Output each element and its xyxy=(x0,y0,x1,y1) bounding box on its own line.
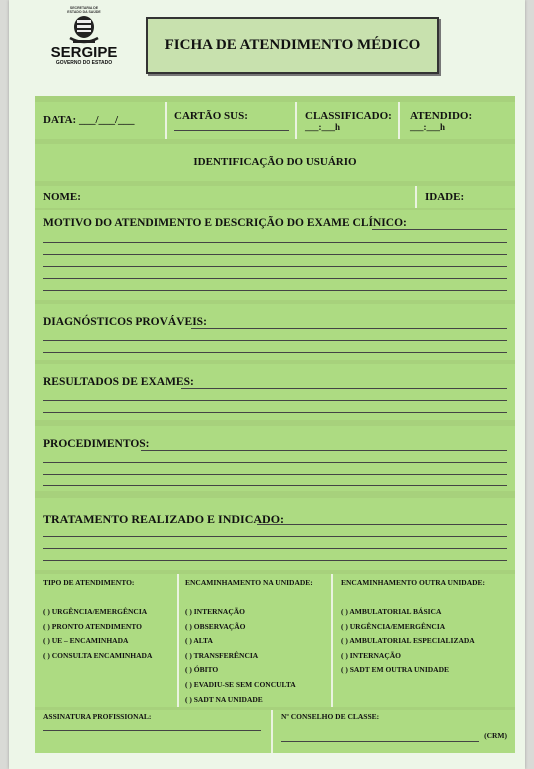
classificado-label: CLASSIFICADO: xyxy=(305,110,392,122)
option-checkbox[interactable]: ( ) AMBULATORIAL BÁSICA xyxy=(341,607,442,616)
sergipe-logo xyxy=(43,6,125,80)
form-title: FICHA DE ATENDIMENTO MÉDICO xyxy=(146,17,439,74)
option-checkbox[interactable]: ( ) ÓBITO xyxy=(185,665,219,675)
encaminhamento-unidade-title: ENCAMINHAMENTO NA UNIDADE: xyxy=(185,578,313,587)
option-checkbox[interactable]: ( ) AMBULATORIAL ESPECIALIZADA xyxy=(341,636,475,646)
classificado-field[interactable] xyxy=(297,102,400,139)
form-page xyxy=(9,0,525,769)
nome-row xyxy=(35,186,515,208)
resultados-line xyxy=(43,400,507,401)
encaminhamento-unidade-col xyxy=(179,574,333,707)
option-checkbox[interactable]: ( ) SADT NA UNIDADE xyxy=(185,694,263,704)
classificado-blank: ___:___h xyxy=(305,122,341,132)
tratamento-section[interactable] xyxy=(35,498,515,570)
assinatura-line xyxy=(43,730,261,731)
procedimentos-line xyxy=(43,485,507,486)
resultados-label: RESULTADOS DE EXAMES: xyxy=(43,376,194,388)
resultados-line xyxy=(43,412,507,413)
options-row xyxy=(35,574,515,707)
logo-sub: GOVERNO DO ESTADO xyxy=(55,60,113,66)
idade-field[interactable] xyxy=(417,186,515,208)
diagnosticos-line xyxy=(43,352,507,353)
resultados-section[interactable] xyxy=(35,364,515,420)
motivo-line xyxy=(43,266,507,267)
option-checkbox[interactable]: ( ) INTERNAÇÃO xyxy=(341,650,401,660)
conselho-line xyxy=(281,741,479,742)
option-checkbox[interactable]: ( ) CONSULTA ENCAMINHADA xyxy=(43,650,153,660)
tipo-atendimento-col xyxy=(35,574,179,707)
data-label: DATA: ___/___/___ xyxy=(43,114,135,126)
assinatura-label: ASSINATURA PROFISSIONAL: xyxy=(43,712,152,721)
cartao-sus-label: CARTÃO SUS: xyxy=(174,110,248,122)
option-checkbox[interactable]: ( ) ALTA xyxy=(185,636,213,646)
conselho-label: Nº CONSELHO DE CLASSE: xyxy=(281,712,380,721)
motivo-line xyxy=(372,229,507,230)
atendido-field[interactable] xyxy=(400,102,515,139)
cartao-sus-line xyxy=(174,130,289,131)
cartao-sus-field[interactable] xyxy=(167,102,297,139)
option-checkbox[interactable]: ( ) OBSERVAÇÃO xyxy=(185,621,246,631)
tratamento-line xyxy=(43,548,507,549)
atendido-blank: ___:___h xyxy=(410,122,446,132)
logo-top-text-1: SECRETARIA DE xyxy=(69,6,99,10)
motivo-label: MOTIVO DO ATENDIMENTO E DESCRIÇÃO DO EXAME CLÍNICO: xyxy=(43,217,407,229)
nome-field[interactable] xyxy=(35,186,417,208)
option-checkbox[interactable]: ( ) TRANSFERÊNCIA xyxy=(185,650,259,660)
data-field[interactable] xyxy=(35,102,167,139)
tratamento-label: TRATAMENTO REALIZADO E INDICADO: xyxy=(43,512,285,526)
option-checkbox[interactable]: ( ) EVADIU-SE SEM CONCULTA xyxy=(185,679,296,689)
procedimentos-line xyxy=(141,450,507,451)
nome-label: NOME: xyxy=(43,191,81,203)
resultados-line xyxy=(181,388,507,389)
diagnosticos-label: DIAGNÓSTICOS PROVÁVEIS: xyxy=(43,316,207,328)
option-checkbox[interactable]: ( ) UE – ENCAMINHADA xyxy=(43,636,129,646)
option-checkbox[interactable]: ( ) URGÊNCIA/EMERGÊNCIA xyxy=(341,621,446,631)
option-checkbox[interactable]: ( ) PRONTO ATENDIMENTO xyxy=(43,621,142,631)
crm-label: (CRM) xyxy=(484,731,507,740)
motivo-line xyxy=(43,290,507,291)
procedimentos-line xyxy=(43,474,507,475)
top-fields-row xyxy=(35,102,515,139)
tipo-atendimento-options xyxy=(43,605,152,663)
procedimentos-section[interactable] xyxy=(35,426,515,491)
motivo-line xyxy=(43,278,507,279)
procedimentos-label: PROCEDIMENTOS: xyxy=(43,438,150,450)
atendido-label: ATENDIDO: xyxy=(410,110,473,122)
procedimentos-line xyxy=(43,462,507,463)
tratamento-line xyxy=(257,524,507,525)
idade-label: IDADE: xyxy=(425,191,465,203)
tratamento-line xyxy=(43,560,507,561)
diagnosticos-section[interactable] xyxy=(35,304,515,360)
option-checkbox[interactable]: ( ) URGÊNCIA/EMERGÊNCIA xyxy=(43,607,148,616)
option-checkbox[interactable]: ( ) SADT EM OUTRA UNIDADE xyxy=(341,665,449,675)
encaminhamento-outra-title: ENCAMINHAMENTO OUTRA UNIDADE: xyxy=(341,578,486,587)
encaminhamento-outra-col xyxy=(333,574,515,707)
identificacao-row xyxy=(35,144,515,181)
diagnosticos-line xyxy=(191,328,507,329)
tratamento-line xyxy=(43,536,507,537)
assinatura-field[interactable] xyxy=(35,710,273,753)
option-checkbox[interactable]: ( ) INTERNAÇÃO xyxy=(185,607,245,616)
coat-of-arms-icon xyxy=(43,14,125,46)
motivo-line xyxy=(43,254,507,255)
motivo-line xyxy=(43,242,507,243)
form-body xyxy=(35,96,515,753)
signature-row xyxy=(35,710,515,753)
diagnosticos-line xyxy=(43,340,507,341)
motivo-section[interactable] xyxy=(35,210,515,300)
tipo-atendimento-title: TIPO DE ATENDIMENTO: xyxy=(43,578,135,587)
encaminhamento-outra-options xyxy=(341,605,475,678)
logo-word: SERGIPE xyxy=(50,44,118,61)
conselho-field[interactable] xyxy=(273,710,515,753)
logo-top-text-2: ESTADO DA SAÚDE xyxy=(67,10,101,14)
identificacao-heading: IDENTIFICAÇÃO DO USUÁRIO xyxy=(193,156,357,168)
encaminhamento-unidade-options xyxy=(185,605,296,707)
